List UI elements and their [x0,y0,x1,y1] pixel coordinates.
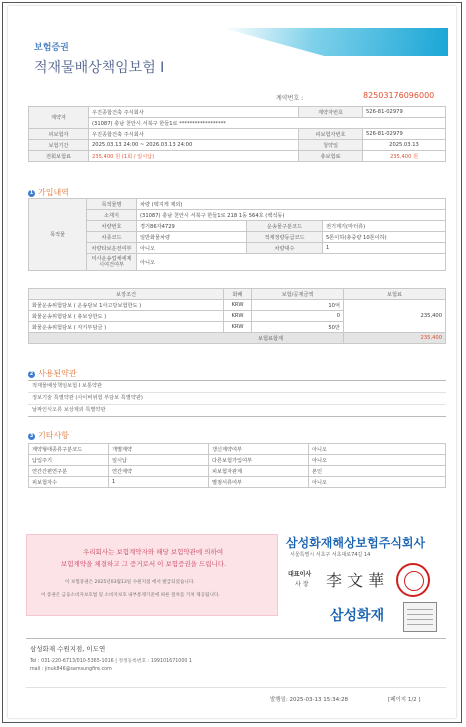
application-date-value: 2025.03.13 [363,140,446,151]
cell-key: 피보험자관계 [209,466,309,477]
cell-value: 경기86자4729 [137,221,247,232]
currency-cell: KRW [224,322,252,333]
notice-line: 이 보험증권은 2025년03월13일 수원지점 에서 발급되었습니다. [65,580,195,585]
list-item: 날짜인식오류 보상제외 특별약관 [32,407,106,413]
contract-number: 82503176096000 [363,91,435,100]
amount-cell: 10억 [252,300,344,311]
insured-no-label: 피보험자번호 [299,129,363,140]
table-row [29,210,446,221]
section-title: 사용된약관 [38,369,77,378]
policyholder-no-value: 526-81-02979 [363,107,446,118]
currency-cell: KRW [224,311,252,322]
table-row [29,243,446,254]
table-row [29,140,446,151]
company-address: 서울특별시 서초구 서초대로74길 14 [290,552,371,558]
section-misc-heading [28,430,69,441]
table-row [29,129,446,140]
cell-key: 소재지 [87,210,137,221]
premium-table [28,288,446,344]
column-header: 보장조건 [29,289,224,300]
total-premium-label: 총보험료 [299,151,363,162]
period-value: 2025.03.13 24:00 ~ 2026.03.13 24:00 [89,140,299,151]
notice-line: 보험계약을 체결하고 그 증거로서 이 보험증권을 드립니다. [61,560,227,568]
cell-value: 1 [109,477,209,488]
table-row [29,466,446,477]
cell-value: 연간계약 [109,466,209,477]
notice-line: 이 증권은 금융소비자보호법 및 소비자보호 내부통제기준에 따른 절차를 거쳐 제공됩니다. [41,593,220,598]
footer-bottom-divider [26,687,446,688]
section-number-badge: 2 [29,371,34,377]
agent-phone: Tel : 031-220-6713/010-5365-1016 | 정정등록번호 : 199101671000 1 [30,659,193,664]
insured-value: 우진종합건축 주식회사 [89,129,299,140]
condition-cell: 화물운송위험담보 ( 총보상한도 ) [29,311,224,322]
cell-value: 일시납 [109,455,209,466]
ceo-position: 사 장 [295,581,309,588]
cell-value: (31087) 충남 천안시 서북구 한들1로 218 1동 564호 (백석동) [137,210,446,221]
certification-stamp-icon [403,602,437,632]
total-label: 보험료합계 [29,333,344,344]
table-row [29,118,446,129]
table-row [29,477,446,488]
coverage-group-label: 목적물 [29,199,87,271]
policy-page [8,6,456,718]
section-title: 가입내역 [38,188,69,197]
premium-label: 전회보험료 [29,151,89,162]
policyholder-value: 우진종합건축 주식회사 [89,107,299,118]
cell-key: 계약형태종류구분코드 [29,444,109,455]
period-label: 보험기간 [29,140,89,151]
cell-value: 일반화물차량 [137,232,247,243]
cell-value: 아니오 [309,455,446,466]
cell-key: 목적물명 [87,199,137,210]
cell-value: 아니오 [137,243,247,254]
column-header: 보험/공제금액 [252,289,344,300]
cell-key: 납입주기 [29,455,109,466]
cell-key: 차량타보운전여부 [87,243,137,254]
insured-label: 피보험자 [29,129,89,140]
cell-key: 다른보험가입여부 [209,455,309,466]
cell-key: 피보험자수 [29,477,109,488]
company-seal-icon [396,563,430,597]
cell-key: 갱신계약여부 [209,444,309,455]
table-row [29,300,446,311]
cell-value: 아니오 [137,254,446,271]
header-banner [223,28,448,56]
cell-key: 운송물구분코드 [247,221,323,232]
policyholder-no-label: 계약자번호 [299,107,363,118]
table-row [29,107,446,118]
policy-summary-table [28,106,446,162]
table-row [29,254,446,271]
agent-email: mail : jinuk846@samsungfire.com [30,667,112,672]
notice-line: 우리회사는 보험계약자와 해당 보험약관에 의하여 [83,548,224,556]
table-row [29,151,446,162]
section-number-badge: 1 [29,190,34,196]
table-row [29,199,446,210]
cell-key: 미사운송업체에제시여건여부 [87,254,137,271]
ceo-title: 대표이사 [288,571,312,578]
clause-list [28,380,446,417]
condition-cell: 화물운송위험담보 ( 자기부담금 ) [29,322,224,333]
policyholder-address: (31087) 충남 천안시 서북구 한들1로 ****************** [89,118,446,129]
section-title: 기타사항 [38,431,69,440]
policyholder-label: 계약자 [29,107,89,129]
cell-key: 별점서류여부 [209,477,309,488]
amount-cell: 0 [252,311,344,322]
issued-timestamp: 발행일: 2025-03-13 15:34:28 [270,697,348,703]
section-number-badge: 3 [29,433,34,439]
cell-key: 차량대수 [247,243,323,254]
list-item: 적재물배상책임보험 I 보통약관 [28,381,446,393]
column-header: 보험료 [344,289,446,300]
cell-value: 1 [323,243,446,254]
cell-value: 차량 (택지게 제외) [137,199,446,210]
table-row [29,455,446,466]
cell-value: 본인 [309,466,446,477]
page-indicator: [페이지 1/2 ] [388,697,421,703]
amount-cell: 50만 [252,322,344,333]
cell-key: 차량번호 [87,221,137,232]
brand-logo: 삼성화재 [330,608,385,624]
company-name: 삼성화재해상보험주식회사 [286,536,426,550]
cell-value: 아니오 [309,444,446,455]
section-coverage-heading [28,187,69,198]
total-premium-value: 235,400 원 [363,151,446,162]
column-header: 화폐 [224,289,252,300]
cell-value: 5톤이하(총중량 10톤이하) [323,232,446,243]
premium-value: 235,400 원 (1회 / 일시납) [89,151,299,162]
notice-box [26,534,278,616]
list-item: 정보기술 특별약관 (사이버위험 부담보 특별약관) [28,393,446,405]
footer-divider [26,638,446,639]
insured-no-value: 526-81-02979 [363,129,446,140]
cell-value: 전기계기(마터류) [323,221,446,232]
application-date-label: 청약일 [299,140,363,151]
table-row [29,221,446,232]
total-value: 235,400 [344,333,446,344]
cell-value: 개별계약 [109,444,209,455]
cell-key: 연간간편연구분 [29,466,109,477]
table-header-row [29,289,446,300]
premium-cell: 235,400 [344,300,446,333]
table-row [29,232,446,243]
doc-subtitle: 보험증권 [34,43,69,53]
ceo-signature: 李 文 華 [326,571,385,590]
misc-table [28,443,446,488]
doc-title: 적재물배상책임보험 I [34,60,165,76]
table-row [29,444,446,455]
coverage-table [28,198,446,271]
currency-cell: KRW [224,300,252,311]
cell-key: 적재정량등급코드 [247,232,323,243]
section-clauses-heading [28,368,77,379]
agent-branch: 삼성화재 수원지점, 이도연 [30,645,106,653]
contract-number-label: 계약번호 : [276,95,304,102]
condition-cell: 화물운송위험담보 ( 운송담보 1사고당보험한도 ) [29,300,224,311]
table-total-row [29,333,446,344]
cell-key: 차종코드 [87,232,137,243]
cell-value: 아니오 [309,477,446,488]
